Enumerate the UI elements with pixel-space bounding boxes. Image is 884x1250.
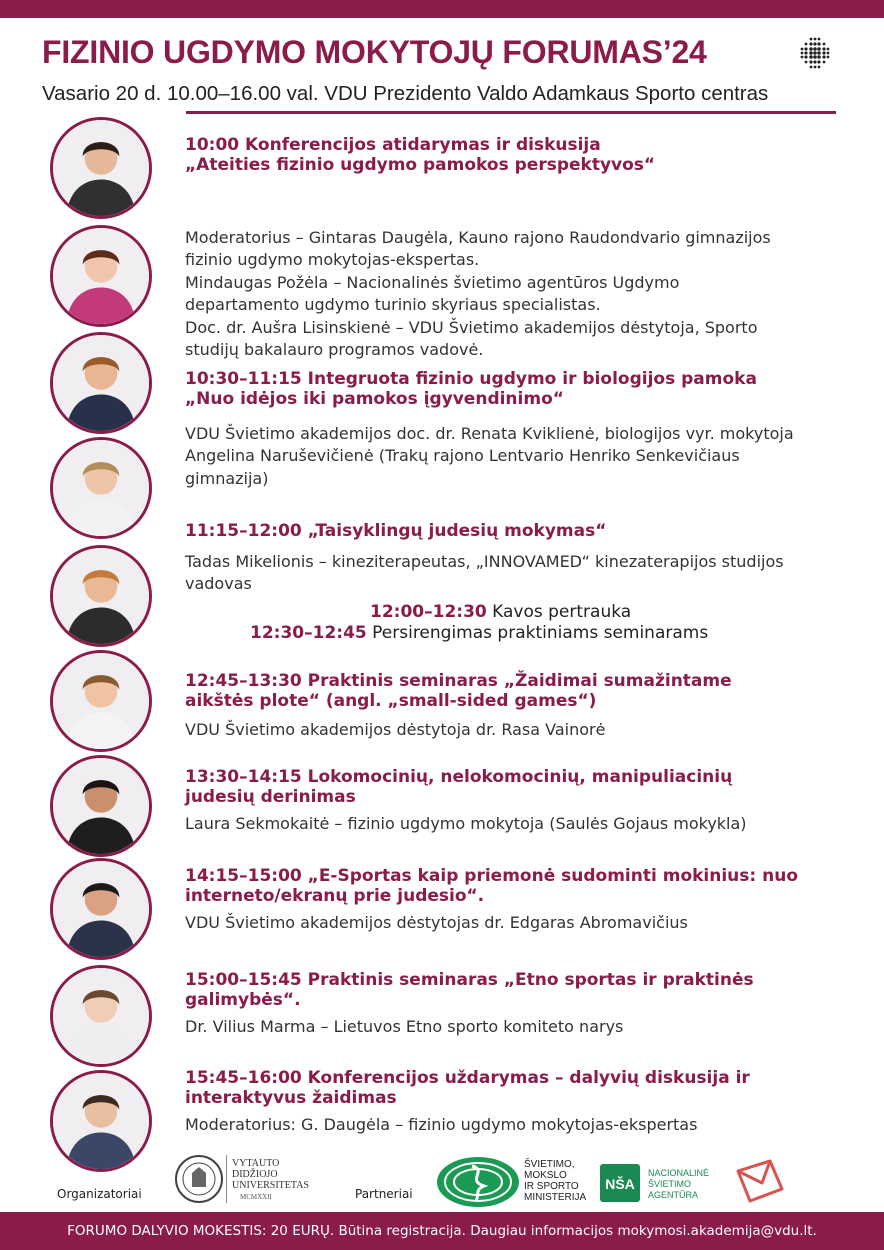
session-description-line: VDU Švietimo akademijos dėstytojas dr. Edgaras Abromavičius (185, 913, 688, 932)
person-portrait-icon (53, 968, 149, 1064)
program-session (185, 767, 855, 835)
speaker-portrait (50, 965, 152, 1067)
speaker-portrait (50, 858, 152, 960)
person-portrait-icon (53, 758, 149, 854)
speaker-portrait (50, 225, 152, 327)
session-description-line: departamento ugdymo turinio skyriaus specialistas. (185, 295, 601, 315)
person-portrait-icon (53, 548, 149, 644)
top-bar (0, 0, 884, 18)
ministry-name (524, 1157, 594, 1205)
session-description-line: Moderatorius: G. Daugėla – fizinio ugdymo mokytojas-ekspertas (185, 1115, 698, 1134)
header-divider (186, 111, 836, 114)
nsa-name-line: NACIONALINĖ (648, 1168, 710, 1178)
page-title: FIZINIO UGDYMO MOKYTOJŲ FORUMAS’24 (42, 34, 707, 70)
session-title (185, 521, 855, 541)
session-title-line: 14:15–15:00 „E-Sportas kaip priemonė sudominti mokinius: nuo (185, 866, 799, 886)
session-title (185, 866, 855, 906)
session-title (185, 1068, 855, 1108)
session-title-line: 13:30–14:15 Lokomocinių, nelokomocinių, manipuliacinių (185, 767, 733, 787)
session-title-line: 15:00–15:45 Praktinis seminaras „Etno sportas ir praktinės (185, 970, 754, 990)
session-title-line: 15:45–16:00 Konferencijos uždarymas – dalyvių diskusija ir (185, 1068, 750, 1088)
nsa-name-line: ŠVIETIMO (648, 1179, 692, 1189)
session-title-line: 10:00 Konferencijos atidarymas ir diskusija (185, 135, 601, 155)
break-time: 12:30–12:45 (250, 623, 367, 643)
session-description-line: Laura Sekmokaitė – fizinio ugdymo mokytoja (Saulės Gojaus mokykla) (185, 814, 747, 833)
session-title-line: 12:45–13:30 Praktinis seminaras „Žaidimai sumažintame (185, 671, 732, 691)
person-portrait-icon (53, 1073, 149, 1169)
session-title-line: „Nuo idėjos iki pamokos įgyvendinimo“ (185, 389, 564, 409)
vdu-name-line: VYTAUTO (232, 1158, 280, 1169)
session-title-line: interaktyvus žaidimas (185, 1088, 397, 1108)
session-description (185, 551, 855, 596)
person-portrait-icon (53, 120, 149, 216)
session-title (185, 671, 855, 711)
session-title-line: galimybės“. (185, 990, 301, 1010)
session-title-line: 11:15–12:00 „Taisyklingų judesių mokymas“ (185, 521, 607, 541)
session-description (185, 912, 855, 934)
program-session (185, 521, 855, 596)
person-portrait-icon (53, 335, 149, 431)
program-session (185, 671, 855, 741)
vdu-name-line: UNIVERSITETAS (232, 1180, 309, 1191)
person-portrait-icon (53, 440, 149, 536)
program-session (185, 866, 855, 934)
session-description (185, 1114, 855, 1136)
session-description-line: VDU Švietimo akademijos doc. dr. Renata Kviklienė, biologijos vyr. mokytoja (185, 424, 794, 443)
speaker-portrait (50, 437, 152, 539)
footer-bar: FORUMO DALYVIO MOKESTIS: 20 EURŲ. Būtina registracija. Daugiau informacijos mokymosi.akademija@vdu.lt. (0, 1212, 884, 1250)
nsa-logo (600, 1164, 718, 1202)
ministry-name-line: IR SPORTO (524, 1181, 579, 1192)
session-title-line: interneto/ekranų prie judesio“. (185, 886, 485, 906)
session-description-line: fizinio ugdymo mokytojas-ekspertas. (185, 250, 480, 270)
vdu-name-line: DIDŽIOJO (232, 1169, 278, 1180)
session-title-line: „Ateities fizinio ugdymo pamokos perspektyvos“ (185, 155, 656, 175)
session-description-line: Doc. dr. Aušra Lisinskienė – VDU Švietimo akademijos dėstytoja, Sporto (185, 317, 758, 337)
session-title (185, 767, 855, 807)
partner-envelope-logo (732, 1157, 786, 1205)
session-description-line: Tadas Mikelionis – kineziterapeutas, „INNOVAMED“ kinezaterapijos studijos (185, 552, 784, 571)
program-session (185, 135, 855, 361)
speaker-portrait (50, 117, 152, 219)
changing-break (250, 623, 708, 643)
nsa-mark: NŠA (605, 1176, 635, 1192)
session-description (185, 423, 855, 490)
session-description-line: Mindaugas Požėla – Nacionalinės švietimo agentūros Ugdymo (185, 272, 680, 292)
event-date-venue: Vasario 20 d. 10.00–16.00 val. VDU Prezidento Valdo Adamkaus Sporto centras (42, 82, 769, 105)
session-description (185, 813, 855, 835)
dot-grid-logo-icon (798, 36, 832, 70)
session-title (185, 369, 855, 409)
person-portrait-icon (53, 653, 149, 749)
person-portrait-icon (53, 228, 149, 324)
session-title-line: 10:30–11:15 Integruota fizinio ugdymo ir biologijos pamoka (185, 369, 757, 389)
session-description (185, 1016, 855, 1038)
ministry-name-line: MINISTERIJA (524, 1192, 587, 1203)
session-description (185, 227, 855, 361)
session-description-line: studijų bakalauro programos vadovė. (185, 340, 484, 360)
person-portrait-icon (53, 861, 149, 957)
speaker-portrait (50, 545, 152, 647)
session-title (185, 135, 855, 175)
session-title (185, 970, 855, 1010)
ministry-emblem-logo (436, 1156, 520, 1208)
session-description-line: Angelina Naruševičienė (Trakų rajono Lentvario Henriko Senkevičiaus (185, 446, 740, 466)
organizers-label: Organizatoriai (57, 1187, 142, 1201)
session-description-line: gimnazija) (185, 468, 269, 488)
program-session (185, 970, 855, 1038)
break-label: Persirengimas praktiniams seminarams (372, 623, 709, 643)
speaker-portrait (50, 332, 152, 434)
program-session (185, 1068, 855, 1136)
session-description-line: Moderatorius – Gintaras Daugėla, Kauno rajono Raudondvario gimnazijos (185, 228, 771, 247)
vdu-name-line: MCMXXII (240, 1193, 272, 1201)
session-title-line: judesių derinimas (185, 787, 356, 807)
break-time: 12:00–12:30 (370, 602, 487, 622)
session-title-line: aikštės plote“ (angl. „small-sided games“) (185, 691, 597, 711)
ministry-name-line: ŠVIETIMO, (524, 1159, 575, 1170)
session-description-line: VDU Švietimo akademijos dėstytoja dr. Rasa Vainorė (185, 720, 606, 739)
session-description-line: Dr. Vilius Marma – Lietuvos Etno sporto komiteto narys (185, 1017, 624, 1036)
session-description-line: vadovas (185, 574, 252, 594)
session-description (185, 719, 855, 741)
coffee-break (370, 602, 631, 622)
program-session (185, 369, 855, 490)
nsa-name-line: AGENTŪRA (648, 1190, 699, 1200)
vdu-logo (174, 1153, 312, 1205)
speaker-portrait (50, 755, 152, 857)
ministry-name-line: MOKSLO (524, 1170, 567, 1181)
speaker-portrait (50, 650, 152, 752)
speaker-portrait (50, 1070, 152, 1172)
partners-label: Partneriai (355, 1187, 413, 1201)
break-label: Kavos pertrauka (492, 602, 632, 622)
